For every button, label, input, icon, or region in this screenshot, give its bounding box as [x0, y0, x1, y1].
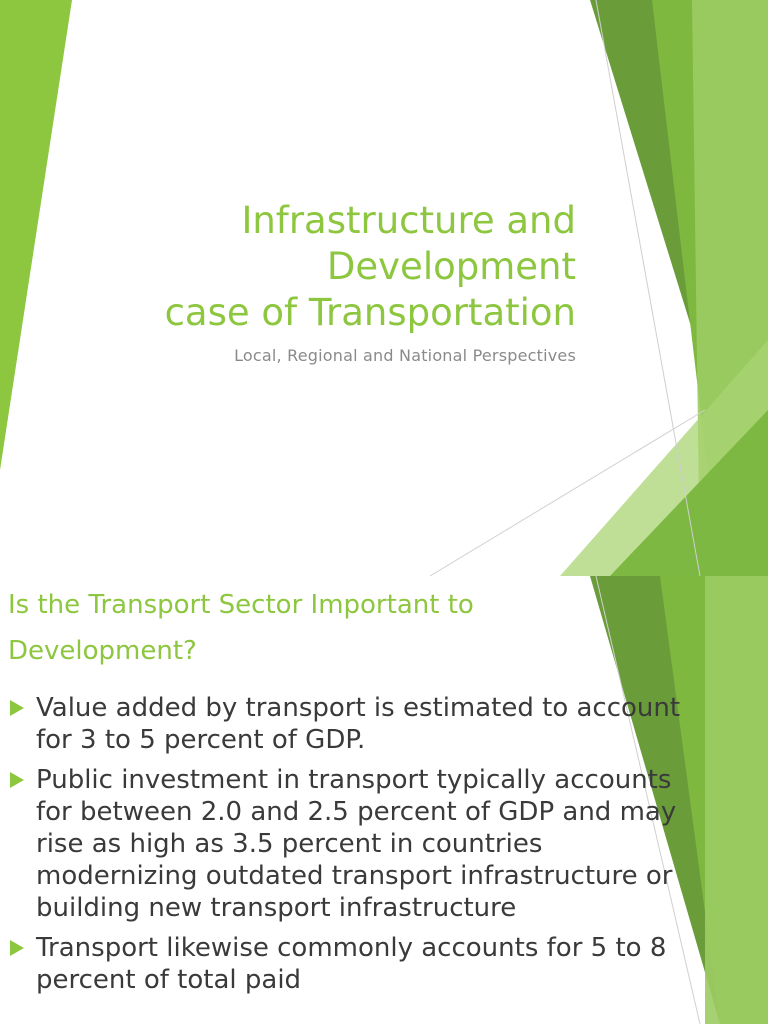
title-block [56, 198, 576, 366]
slide-heading-line-1: Is the Transport Sector Important to [8, 590, 474, 620]
slide-title [56, 198, 576, 336]
slide-heading [8, 582, 688, 674]
slide-title-line-2: Development [326, 245, 576, 288]
bullet-list [8, 692, 688, 996]
slide-subtitle: Local, Regional and National Perspectives [234, 346, 576, 365]
slide-title-line-1: Infrastructure and [241, 199, 576, 242]
bullet-item-1 [8, 692, 688, 756]
bullet-text-1: Value added by transport is estimated to account for 3 to 5 percent of GDP. [36, 693, 681, 755]
right-triangle-bullet-icon [10, 700, 24, 716]
slide-content [8, 582, 688, 1004]
bullet-text-2: Public investment in transport typically accounts for between 2.0 and 2.5 percent of GDP and may rise as high as 3.5 percent in countries modernizing outdated transport infrastructure or building new transport infrastructure [36, 765, 677, 923]
bullet-text-3: Transport likewise commonly accounts for 5 to 8 percent of total paid [36, 933, 667, 995]
content-slide [0, 576, 768, 1024]
right-triangle-bullet-icon [10, 940, 24, 956]
slide-heading-line-2: Development? [8, 636, 197, 666]
right-triangle-bullet-icon [10, 772, 24, 788]
content-right-light-band [705, 576, 768, 1024]
slide-title-line-3: case of Transportation [164, 291, 576, 334]
bullet-item-3 [8, 932, 688, 996]
bullet-item-2 [8, 764, 688, 924]
